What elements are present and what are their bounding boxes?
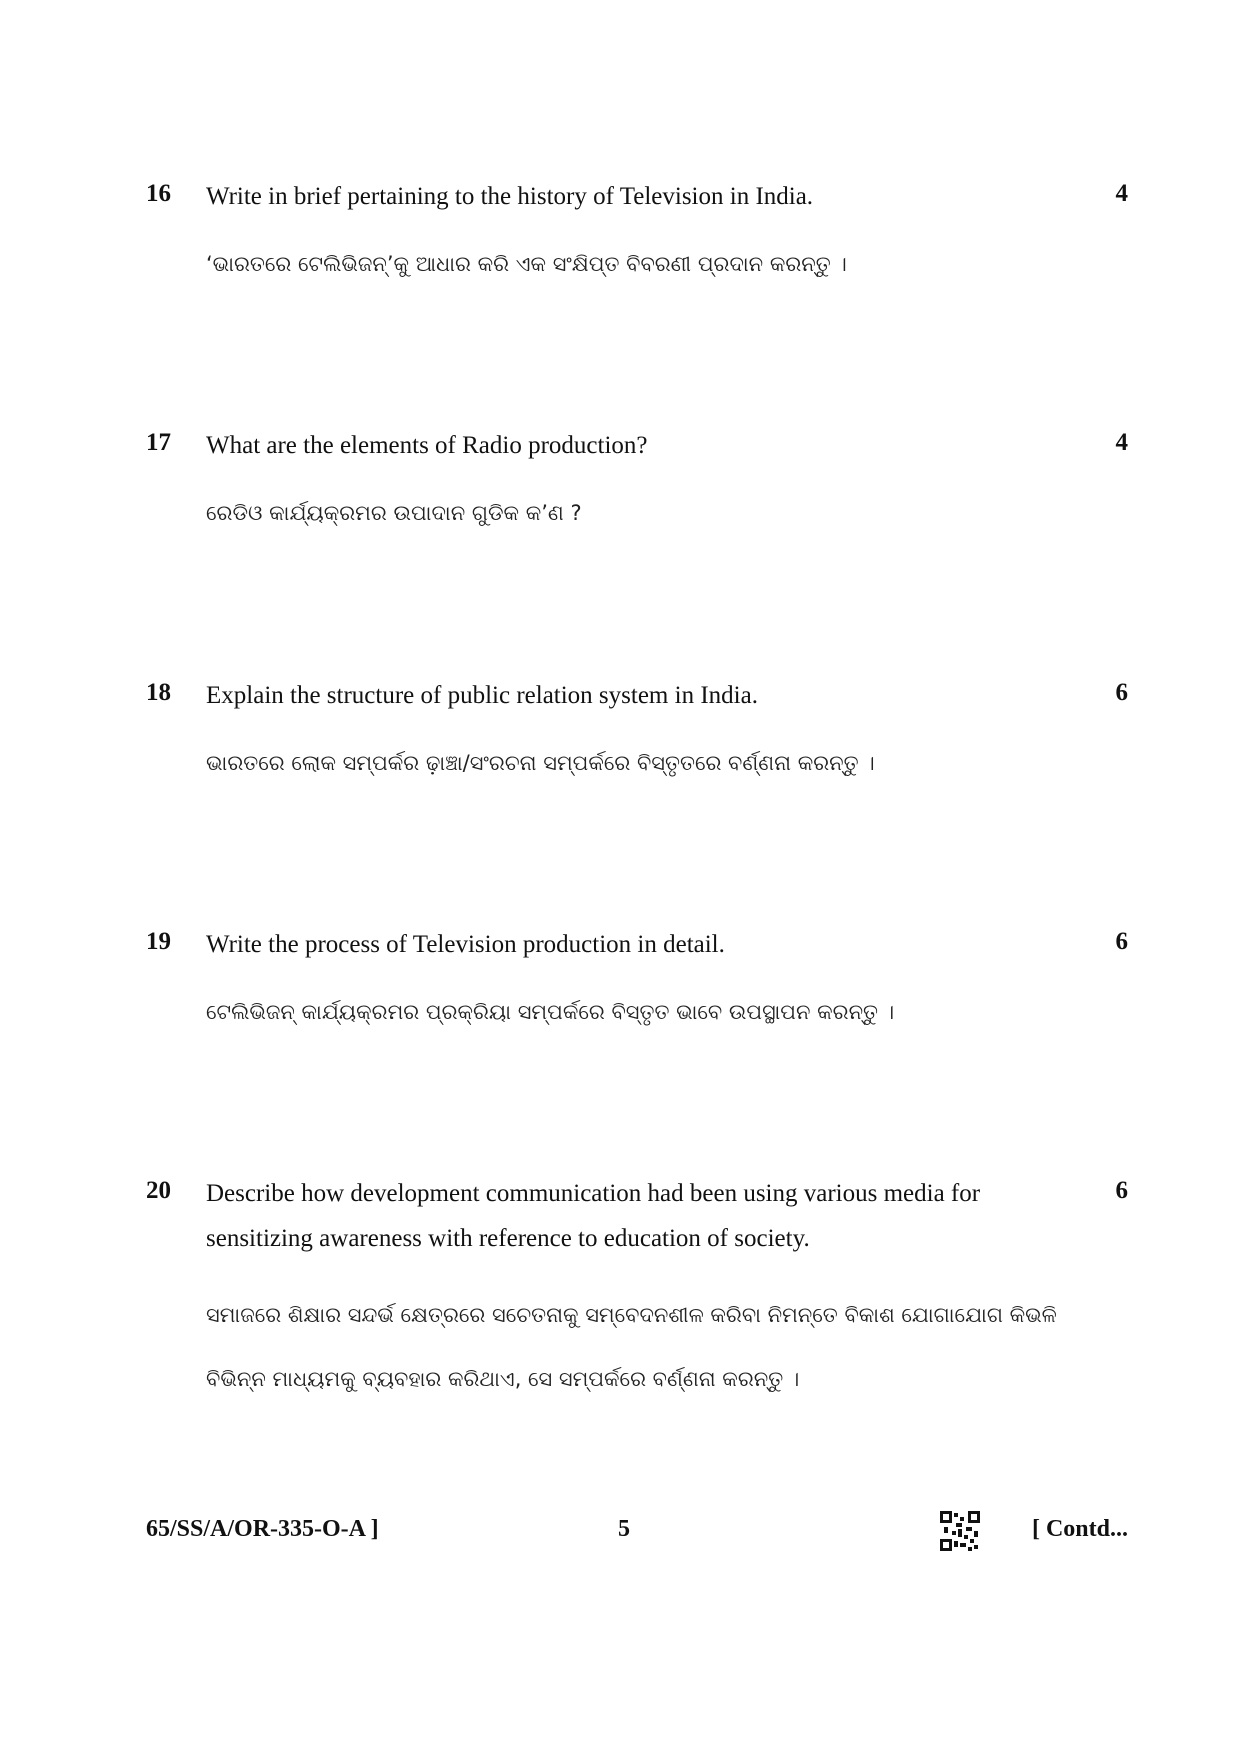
question-16 [146, 174, 1128, 276]
question-text: Write in brief pertaining to the history of Television in India. [206, 183, 814, 210]
page-number: 5 [618, 1516, 630, 1542]
question-text: What are the elements of Radio production? [206, 432, 648, 459]
question-marks: 6 [1115, 1177, 1128, 1204]
question-number: 17 [146, 429, 171, 456]
question-number: 16 [146, 180, 171, 207]
question-text: Describe how development communication had been using various media for sensitizing awareness with reference to education of society. [206, 1180, 981, 1252]
paper-code: 65/SS/A/OR-335-O-A ] [146, 1516, 379, 1542]
question-number: 20 [146, 1177, 171, 1204]
page-footer [146, 1511, 1128, 1571]
question-marks: 4 [1115, 429, 1128, 456]
question-marks: 6 [1115, 928, 1128, 955]
question-row [146, 174, 1128, 214]
question-text: Explain the structure of public relation system in India. [206, 682, 758, 709]
question-odia-text: ‘ଭାରତରେ ଟେଲିଭିଜନ୍’କୁ ଆଧାର କରି ଏକ ସଂକ୍ଷିପ୍ତ ବିବରଣୀ ପ୍ରଦାନ କରନ୍ତୁ । [206, 252, 847, 276]
question-row [146, 922, 1128, 962]
question-number: 19 [146, 928, 171, 955]
question-odia-text: ଟେଲିଭିଜନ୍ କାର୍ଯ୍ୟକ୍ରମର ପ୍ରକ୍ରିୟା ସମ୍ପର୍କରେ ବିସ୍ତୃତ ଭାବେ ଉପସ୍ଥାପନ କରନ୍ତୁ । [206, 1000, 895, 1024]
question-20 [146, 1171, 1128, 1391]
question-number: 18 [146, 679, 171, 706]
question-text: Write the process of Television production in detail. [206, 931, 725, 958]
question-row [146, 1171, 1128, 1252]
qr-code-icon [940, 1511, 980, 1551]
question-19 [146, 922, 1128, 1024]
question-17 [146, 423, 1128, 525]
question-marks: 6 [1115, 679, 1128, 706]
question-row [146, 423, 1128, 463]
question-row [146, 673, 1128, 713]
question-marks: 4 [1115, 180, 1128, 207]
continued-label: [ Contd... [1031, 1516, 1128, 1542]
question-18 [146, 673, 1128, 775]
question-odia-text: ଭାରତରେ ଲୋକ ସମ୍ପର୍କର ଢ଼ାଞ୍ଚା/ସଂରଚନା ସମ୍ପର୍କରେ ବିସ୍ତୃତରେ ବର୍ଣ୍ଣନା କରନ୍ତୁ । [206, 751, 875, 775]
question-odia-text: ସମାଜରେ ଶିକ୍ଷାର ସନ୍ଦର୍ଭ କ୍ଷେତ୍ରରେ ସଚେତନାକୁ ସମ୍ବେଦନଶୀଳ କରିବା ନିମନ୍ତେ ବିକାଶ ଯୋଗାଯୋଗ କିଭଳି ବିଭିନ୍ନ ମାଧ୍ୟମକୁ ବ୍ୟବହାର କରିଥାଏ, ସେ ସମ୍ପର୍କରେ ବର୍ଣ୍ଣନା କରନ୍ତୁ । [206, 1303, 1057, 1391]
question-odia-text: ରେଡିଓ କାର୍ଯ୍ୟକ୍ରମର ଉପାଦାନ ଗୁଡିକ କ’ଣ ? [206, 501, 582, 525]
